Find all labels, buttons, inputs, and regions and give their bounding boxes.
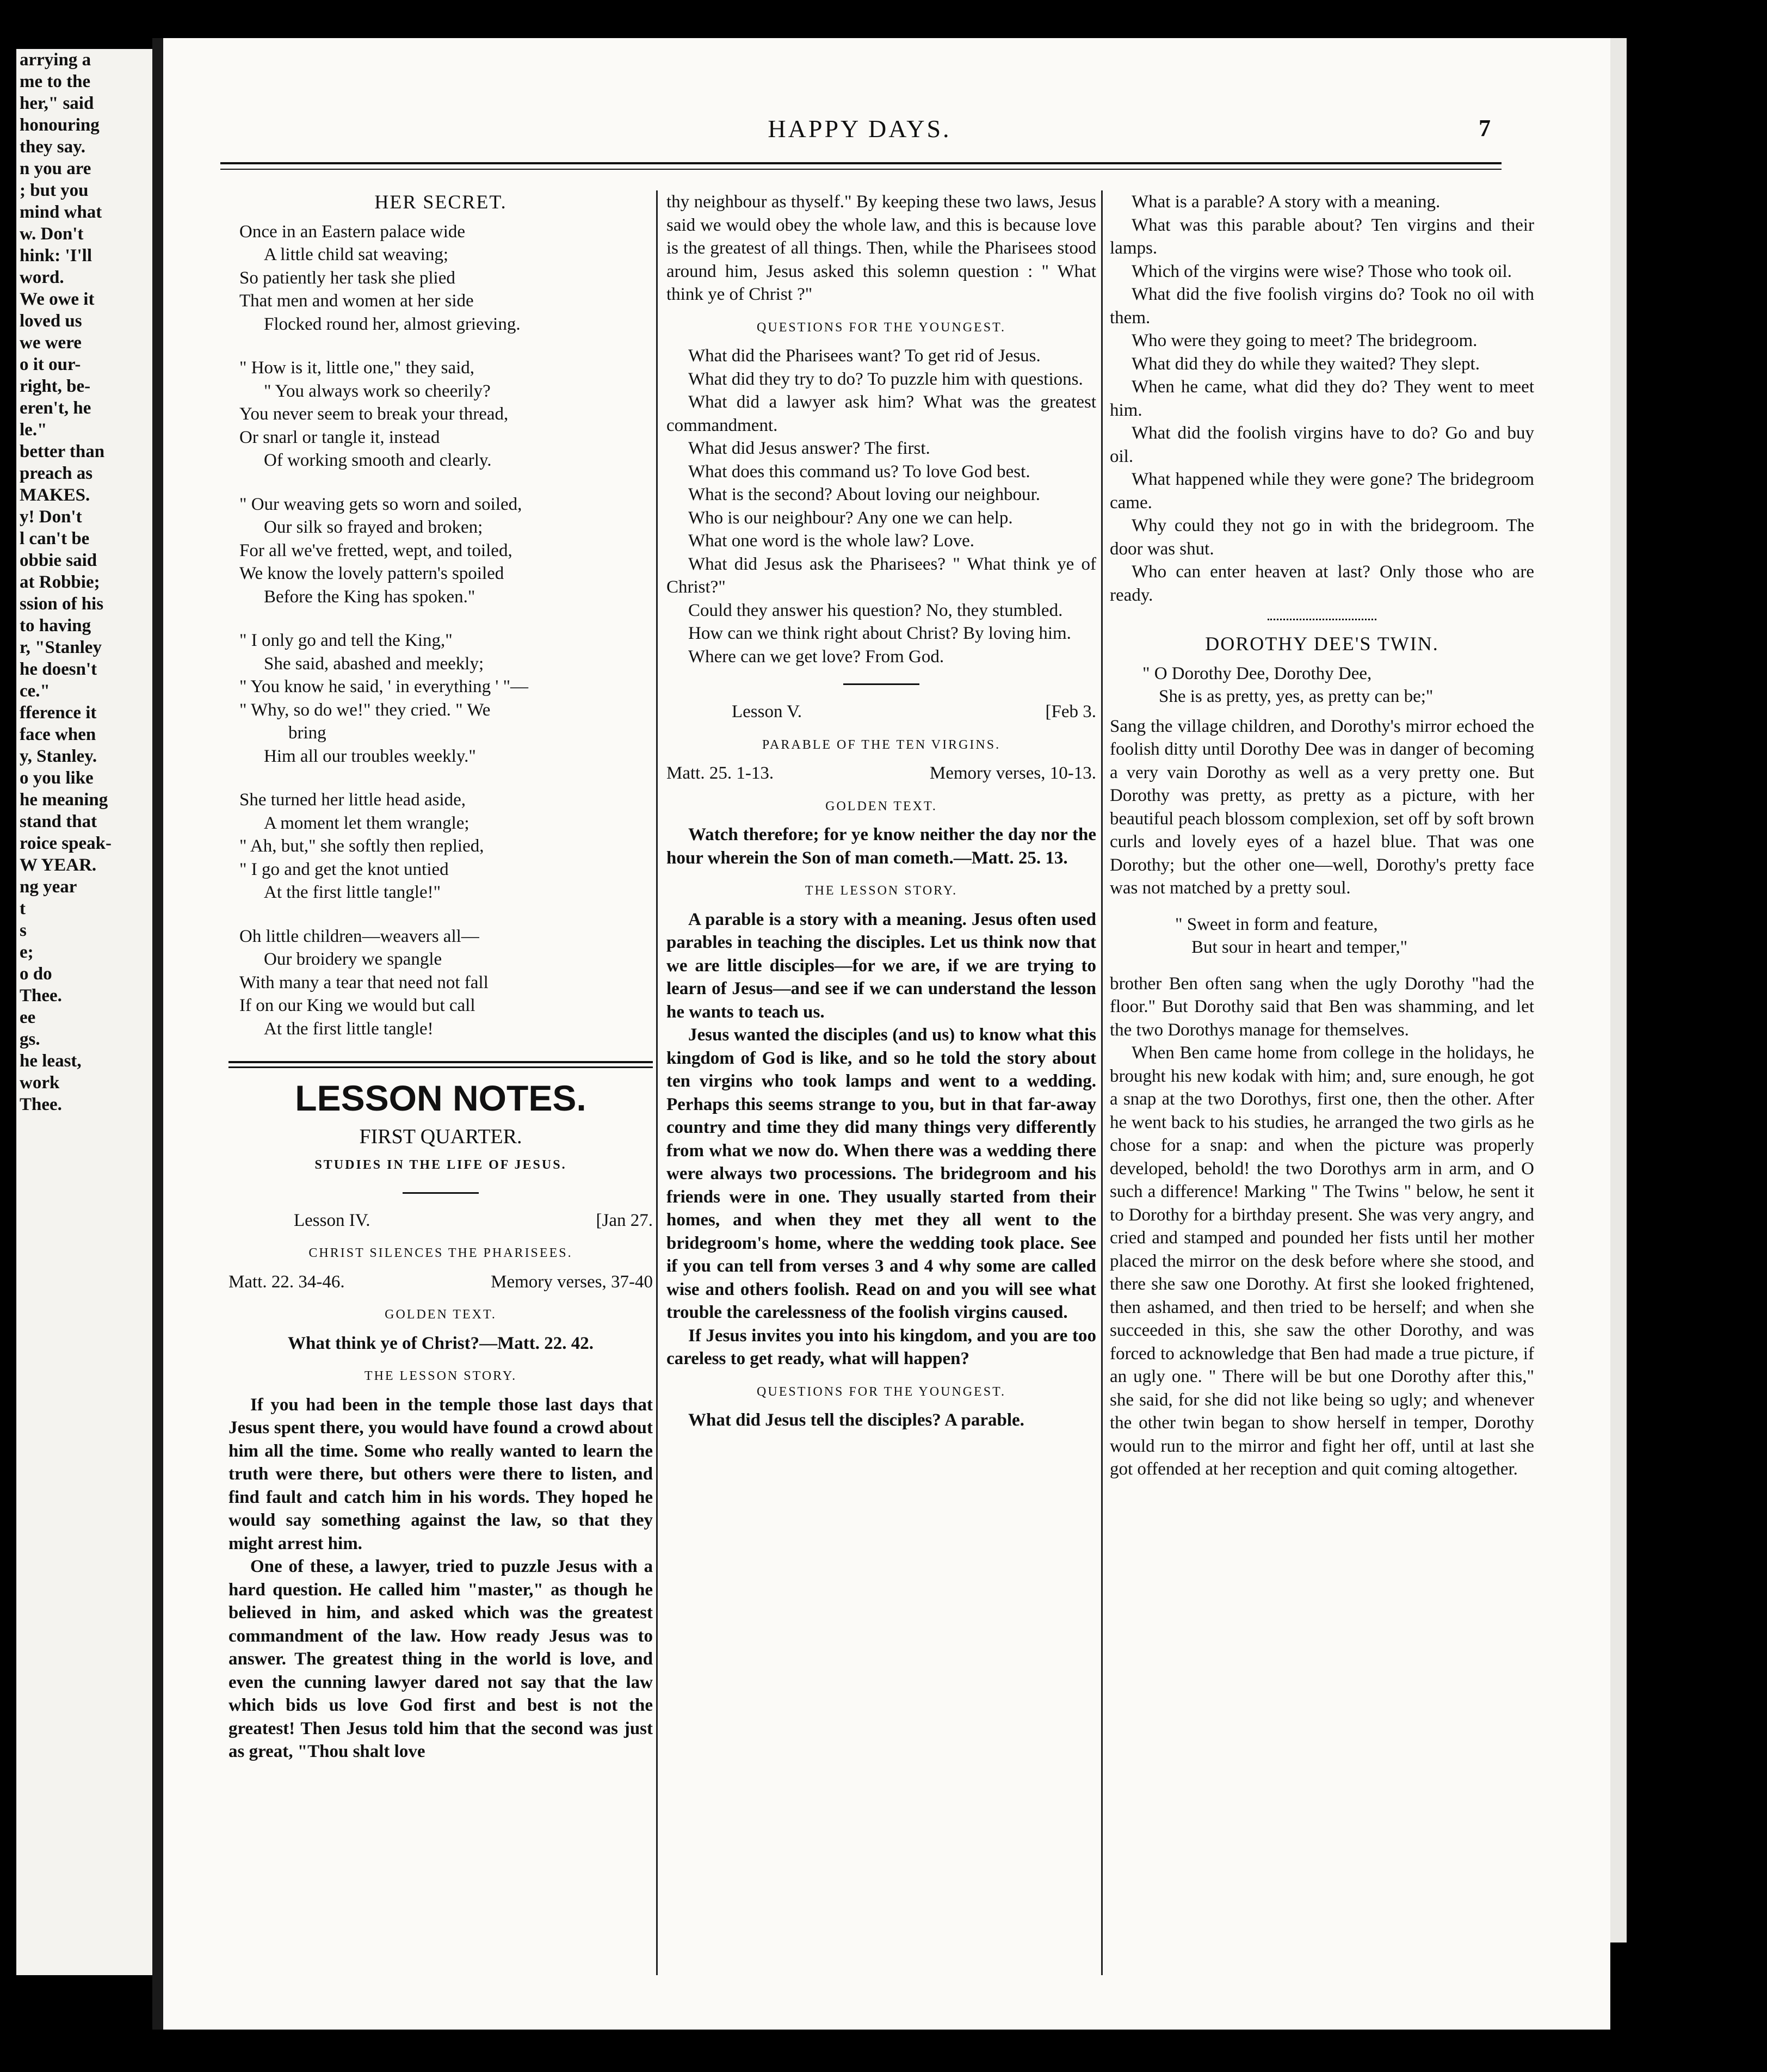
lesson-title: PARABLE OF THE TEN VIRGINS.	[762, 737, 1001, 752]
story-paragraph: A parable is a story with a meaning. Jesus often used parables in teaching the disciples. Let us think now that we are little disciples—for we are, if we are trying to learn of Jesus—and see if we can understand the lesson he wants to teach us.	[666, 909, 1096, 1022]
fragment-line: arrying a	[20, 50, 91, 70]
question-answer: What did the Pharisees want? To get rid of Jesus.	[688, 346, 1041, 366]
question-answer: What is the second? About loving our neighbour.	[688, 485, 1041, 504]
poem-line: Once in an Eastern palace wide	[239, 221, 466, 242]
questions-list	[1110, 190, 1534, 607]
column-divider	[1101, 190, 1103, 1975]
newspaper-page	[163, 38, 1610, 2030]
story-heading: THE LESSON STORY.	[364, 1369, 517, 1383]
fragment-line: they say.	[20, 137, 86, 157]
poem-line: So patiently her task she plied	[239, 268, 455, 288]
fragment-line: face when	[20, 725, 96, 744]
verse-line: " Sweet in form and feature,	[1175, 914, 1378, 934]
fragment-line: ; but you	[20, 181, 89, 200]
fragment-line: mind what	[20, 202, 102, 222]
fragment-line: n you are	[20, 159, 91, 178]
story-paragraph: brother Ben often sang when the ugly Dorothy "had the floor." But Dorothy said that Ben was shamming, and let the two Dorothys manage for themselves.	[1110, 973, 1534, 1040]
fragment-line: he least,	[20, 1051, 82, 1071]
header-rule-top	[220, 162, 1502, 164]
fragment-line: he meaning	[20, 790, 108, 810]
fragment-line: eren't, he	[20, 398, 91, 418]
poem-her-secret	[228, 220, 653, 1041]
fragment-line: gs.	[20, 1029, 40, 1049]
questions-heading: QUESTIONS FOR THE YOUNGEST.	[757, 1384, 1006, 1399]
question-answer: What one word is the whole law? Love.	[688, 531, 975, 551]
poem-line: bring	[288, 723, 326, 743]
short-divider	[403, 1192, 479, 1194]
question-answer: What did Jesus tell the disciples? A parable.	[688, 1410, 1024, 1430]
stanza	[239, 788, 653, 904]
scan-border	[1610, 33, 1767, 2072]
page-gutter	[152, 38, 163, 2030]
poem-line: A moment let them wrangle;	[264, 813, 469, 833]
question-answer: What is a parable? A story with a meaning.	[1132, 192, 1441, 212]
question-answer: What did a lawyer ask him? What was the greatest commandment.	[666, 392, 1096, 435]
quarter-heading: FIRST QUARTER.	[359, 1125, 522, 1148]
fragment-line: me to the	[20, 72, 91, 91]
fragment-line: stand that	[20, 812, 97, 831]
poem-line: If on our King we would but call	[239, 996, 475, 1015]
fragment-line: o you like	[20, 768, 94, 788]
question-answer: What did they try to do? To puzzle him with questions.	[688, 369, 1083, 389]
poem-line: Before the King has spoken."	[264, 587, 475, 607]
fragment-line: l can't be	[20, 529, 90, 548]
golden-text-heading: GOLDEN TEXT.	[385, 1308, 497, 1322]
fragment-line: W YEAR.	[20, 855, 97, 875]
short-divider	[843, 683, 919, 685]
question-answer: How can we think right about Christ? By loving him.	[688, 624, 1071, 643]
scripture-passage: Matt. 22. 34-46.	[228, 1272, 345, 1292]
poem-line: " Why, so do we!" they cried. " We	[239, 700, 491, 720]
stanza	[239, 220, 653, 336]
fragment-line: right, be-	[20, 377, 91, 396]
story-paragraph: Jesus wanted the disciples (and us) to know what this kingdom of God is like, and so he told the story about ten virgins who took lamps and went to a wedding. Perhaps this seems strange to you, but in that far-away country and time they did many things very differently from what we now do. When there was a wedding there were always two processions. The bridegroom and his friends were in one. They usually started from their homes, and when they met they all went to the bridegroom's home, where the wedding took place. See if you can tell from verses 3 and 4 why some are called wise and others foolish. Read on and you will see what trouble the carelessness of the foolish virgins caused.	[666, 1025, 1096, 1322]
verse-line: She is as pretty, yes, as pretty can be;"	[1159, 687, 1434, 706]
poem-line: At the first little tangle!"	[264, 883, 441, 902]
verse-line: But sour in heart and temper,"	[1191, 938, 1408, 957]
poem-line: " Our weaving gets so worn and soiled,	[239, 494, 522, 514]
memory-verses: Memory verses, 10-13.	[929, 763, 1096, 783]
lesson-number: Lesson V.	[732, 702, 802, 721]
fragment-line: y, Stanley.	[20, 747, 97, 766]
poem-line: With many a tear that need not fall	[239, 972, 489, 992]
stanza	[239, 356, 653, 472]
story-heading: THE LESSON STORY.	[805, 884, 958, 898]
fragment-line: fference it	[20, 703, 97, 723]
fragment-line: y! Don't	[20, 507, 82, 527]
poem-line: " Ah, but," she softly then replied,	[239, 836, 484, 856]
fragment-line: we were	[20, 333, 82, 353]
column-2	[666, 190, 1096, 1432]
poem-line: For all we've fretted, wept, and toiled,	[239, 540, 512, 560]
poem-title: HER SECRET.	[374, 191, 507, 213]
column-divider	[656, 190, 658, 1975]
page-header	[218, 114, 1502, 147]
fragment-line: at Robbie;	[20, 572, 100, 592]
fragment-line: ng year	[20, 877, 77, 897]
stanza	[239, 629, 653, 768]
column-1	[228, 190, 653, 1763]
lesson-number: Lesson IV.	[294, 1210, 370, 1230]
question-answer: What did they do while they waited? They slept.	[1132, 354, 1480, 374]
section-divider	[228, 1061, 653, 1068]
question-answer: What did Jesus ask the Pharisees? " What think ye of Christ?"	[666, 554, 1096, 597]
fragment-line: ssion of his	[20, 594, 104, 614]
fragment-line: he doesn't	[20, 659, 97, 679]
fragment-line: loved us	[20, 311, 82, 331]
question-answer: What did the foolish virgins have to do? Go and buy oil.	[1110, 423, 1534, 466]
fragment-line: honouring	[20, 115, 100, 135]
question-answer: Which of the virgins were wise? Those who took oil.	[1132, 261, 1512, 281]
lesson-line	[666, 700, 1096, 724]
verse-line: " O Dorothy Dee, Dorothy Dee,	[1142, 663, 1372, 683]
fragment-line: preach as	[20, 464, 93, 483]
adjacent-page-fragment	[16, 49, 152, 1975]
story-continuation: thy neighbour as thyself." By keeping these two laws, Jesus said we would obey the whole law, and this is because love is the greatest of all things. Then, while the Pharisees stood around him, Jesus asked this solemn question : " What think ye of Christ ?"	[666, 192, 1096, 304]
poem-line: At the first little tangle!	[264, 1019, 434, 1039]
poem-line: " How is it, little one," they said,	[239, 358, 475, 378]
fragment-line: ee	[20, 1008, 36, 1027]
fragment-line: We owe it	[20, 289, 95, 309]
questions-heading: QUESTIONS FOR THE YOUNGEST.	[757, 320, 1006, 335]
question-answer: When he came, what did they do? They went to meet him.	[1110, 377, 1534, 420]
page-number: 7	[1479, 115, 1491, 141]
lesson-date: [Feb 3.	[1045, 702, 1096, 721]
fragment-line: ce."	[20, 681, 50, 701]
poem-line: " You always work so cheerily?	[264, 381, 491, 401]
story-paragraph: When Ben came home from college in the holidays, he brought his new kodak with him; and, sure enough, he got a snap at the two Dorothys, first one, then the other. After he went back to his studies, he arranged the two girls as he chose for a snap: and when the picture was properly developed, behold! the two Dorothys arm in arm, and O such a difference! Marking " The Twins " below, he sent it to Dorothy for a birthday present. She was very angry, and cried and stamped and pounded her fists until her mother placed the mirror on the desk before where she stood, and there she saw one Dorothy. At first she looked frightened, then ashamed, and then tried to be herself; and when she succeeded in this, she saw the other Dorothy, and was forced to acknowledge that Ben had made a true picture, if an ugly one. " There will be but one Dorothy after this," she said, for she did not like being so ugly; and whenever the other twin began to show herself in temper, Dorothy would run to the mirror and fight her off, until at last she got offended at her reception and quit coming altogether.	[1110, 1043, 1534, 1479]
stanza	[239, 493, 653, 609]
poem-line: " You know he said, ' in everything ' "—	[239, 677, 529, 696]
question-answer: Who were they going to meet? The bridegroom.	[1132, 331, 1478, 350]
page-edge	[1610, 38, 1627, 1942]
poem-line: She said, abashed and meekly;	[264, 653, 484, 674]
question-answer: What did Jesus answer? The first.	[688, 439, 930, 458]
question-answer: What does this command us? To love God best.	[688, 461, 1030, 482]
verse-quote	[1110, 913, 1534, 959]
poem-line: Or snarl or tangle it, instead	[239, 427, 440, 447]
fragment-line: MAKES.	[20, 485, 90, 505]
fragment-line: o do	[20, 964, 52, 984]
golden-text: Watch therefore; for ye know neither the day nor the hour wherein the Son of man cometh.—Matt. 25. 13.	[666, 825, 1096, 868]
question-answer: Who can enter heaven at last? Only those who are ready.	[1110, 562, 1534, 605]
question-answer: What did the five foolish virgins do? Took no oil with them.	[1110, 285, 1534, 328]
section-heading: LESSON NOTES.	[295, 1078, 586, 1118]
fragment-line: Thee.	[20, 986, 62, 1006]
fragment-line: roice speak-	[20, 834, 112, 853]
question-answer: Who is our neighbour? Any one we can help.	[688, 508, 1013, 528]
poem-line: She turned her little head aside,	[239, 790, 466, 810]
question-answer: Why could they not go in with the bridegroom. The door was shut.	[1110, 516, 1534, 559]
fragment-line: work	[20, 1073, 60, 1093]
poem-line: Oh little children—weavers all—	[239, 926, 479, 946]
fragment-line: t	[20, 899, 26, 918]
scripture-passage: Matt. 25. 1-13.	[666, 763, 774, 783]
scripture-reference	[666, 762, 1096, 785]
memory-verses: Memory verses, 37-40	[491, 1272, 653, 1292]
poem-line: Our broidery we spangle	[264, 949, 442, 969]
questions-list	[666, 344, 1096, 668]
poem-line: That men and women at her side	[239, 291, 474, 311]
story-paragraph: If Jesus invites you into his kingdom, and you are too careless to get ready, what will happen?	[666, 1325, 1096, 1368]
verse-quote	[1110, 662, 1534, 708]
question-answer: What happened while they were gone? The bridegroom came.	[1110, 470, 1534, 513]
poem-line: " I only go and tell the King,"	[239, 631, 453, 650]
golden-text-heading: GOLDEN TEXT.	[825, 799, 937, 813]
golden-text: What think ye of Christ?—Matt. 22. 42.	[288, 1333, 594, 1353]
column-3	[1110, 190, 1534, 1481]
story-paragraph: If you had been in the temple those last days that Jesus spent there, you would have found a crowd about him all the time. Some who really wanted to learn the truth were there, but others were there to listen, and find fault and catch him in his words. They hoped he would say something against the law, so that they might arrest him.	[228, 1395, 653, 1553]
poem-line: Of working smooth and clearly.	[264, 451, 492, 470]
fragment-line: le."	[20, 420, 47, 440]
stanza	[239, 925, 653, 1041]
story-title: DOROTHY DEE'S TWIN.	[1205, 633, 1439, 655]
story-paragraph: Sang the village children, and Dorothy's mirror echoed the foolish ditty until Dorothy Dee was in danger of becoming a very vain Dorothy as well as a very pretty one. But Dorothy was pretty, as pretty as a picture, with her beautiful peach blossom complexion, set off by soft brown curls and lovely eyes of a hazel blue. That was one Dorothy; but the other one—well, Dorothy's pretty face was not matched by a pretty soul.	[1110, 716, 1534, 898]
poem-line: A little child sat weaving;	[264, 245, 449, 264]
poem-line: Our silk so frayed and broken;	[264, 517, 483, 537]
fragment-line: to having	[20, 616, 91, 636]
fragment-line: o it our-	[20, 355, 81, 374]
fragment-line: s	[20, 921, 27, 940]
fragment-line: hink: 'I'll	[20, 246, 92, 266]
question-answer: Could they answer his question? No, they stumbled.	[688, 600, 1063, 620]
story-paragraph: One of these, a lawyer, tried to puzzle Jesus with a hard question. He called him "master," as though he believed in him, and asked which was the greatest commandment of the law. How ready Jesus was to answer. The greatest thing in the world is love, and even the cunning lawyer dared not say that the law which bids us love God first and best is not the greatest! Then Jesus told him that the second was just as great, "Thou shalt love	[228, 1557, 653, 1761]
fragment-line: e;	[20, 942, 34, 962]
fragment-line: obbie said	[20, 551, 97, 570]
studies-heading: STUDIES IN THE LIFE OF JESUS.	[314, 1158, 567, 1172]
fragment-line: word.	[20, 268, 64, 287]
header-rule-bottom	[220, 169, 1502, 170]
lesson-line	[228, 1209, 653, 1232]
poem-line: Flocked round her, almost grieving.	[264, 314, 521, 334]
fragment-line: w. Don't	[20, 224, 84, 244]
scripture-reference	[228, 1271, 653, 1294]
poem-line: You never seem to break your thread,	[239, 404, 509, 424]
lesson-date: [Jan 27.	[596, 1210, 653, 1230]
fragment-line: r, "Stanley	[20, 638, 102, 657]
question-answer: What was this parable about? Ten virgins and their lamps.	[1110, 215, 1534, 258]
masthead-title: HAPPY DAYS.	[768, 115, 952, 143]
poem-line: " I go and get the knot untied	[239, 859, 449, 879]
poem-line: Him all our troubles weekly."	[264, 746, 476, 766]
poem-line: We know the lovely pattern's spoiled	[239, 564, 504, 583]
ornamental-divider	[1268, 619, 1376, 620]
fragment-line: her," said	[20, 94, 94, 113]
fragment-line: Thee.	[20, 1095, 62, 1114]
question-answer: Where can we get love? From God.	[688, 646, 944, 667]
fragment-line: better than	[20, 442, 105, 461]
lesson-title: CHRIST SILENCES THE PHARISEES.	[308, 1246, 573, 1260]
